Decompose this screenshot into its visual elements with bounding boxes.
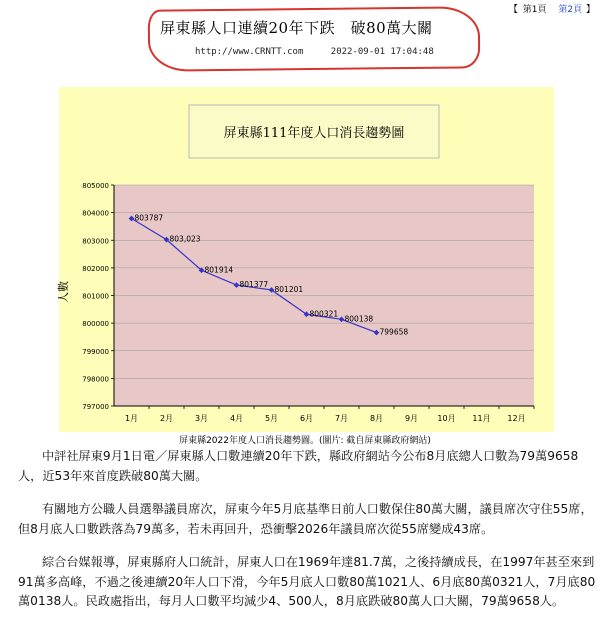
pager-open-bracket: 【 bbox=[508, 5, 518, 15]
y-tick-label: 799000 bbox=[82, 347, 109, 356]
chart-title: 屏東縣111年度人口消長趨勢圖 bbox=[223, 126, 405, 141]
x-tick-label: 10月 bbox=[437, 414, 456, 423]
data-label: 800321 bbox=[309, 309, 339, 319]
population-trend-chart bbox=[59, 87, 554, 432]
y-tick-label: 805000 bbox=[82, 182, 109, 190]
chart-svg bbox=[59, 87, 554, 432]
headline: 屏東縣人口連續20年下跌 破80萬大關 bbox=[160, 19, 433, 37]
x-tick-label: 11月 bbox=[472, 414, 491, 423]
article-meta bbox=[195, 47, 434, 57]
x-tick-label: 7月 bbox=[334, 414, 349, 423]
paragraph-3: 綜合台媒報導，屏東縣府人口統計，屏東人口在1969年達81.7萬，之後持續成長，在1997年甚至來到91萬多高峰，不過之後連續20年人口下滑，今年5月底人口數80萬1021人、6月底80萬0321人，7月底80萬0138人。民政處指出，每月人口數平均減少4、500人，8月底跌破80萬人口大關，79萬9658人。 bbox=[18, 555, 596, 608]
page-navigation bbox=[508, 2, 596, 15]
data-label: 799658 bbox=[379, 327, 409, 337]
x-tick-label: 8月 bbox=[369, 414, 384, 423]
pager-close-bracket: 】 bbox=[585, 5, 595, 15]
data-label: 803,023 bbox=[169, 234, 201, 244]
x-tick-label: 12月 bbox=[507, 414, 526, 423]
data-label: 800138 bbox=[344, 314, 374, 324]
y-tick-label: 800000 bbox=[82, 320, 109, 329]
plot-area bbox=[82, 182, 534, 423]
data-label: 801914 bbox=[204, 265, 234, 275]
publish-date: 2022-09-01 17:04:48 bbox=[330, 47, 434, 57]
paragraph-1: 中評社屏東9月1日電／屏東縣人口數連續20年下跌，縣政府網站今公布8月底總人口數為79萬9658人，近53年來首度跌破80萬大關。 bbox=[18, 449, 579, 483]
y-tick-label: 801000 bbox=[82, 292, 109, 301]
x-tick-label: 6月 bbox=[299, 414, 314, 423]
source-url: http://www.CRNTT.com bbox=[195, 47, 304, 57]
data-label: 801377 bbox=[239, 280, 269, 290]
y-tick-label: 798000 bbox=[82, 375, 109, 384]
y-tick-label: 803000 bbox=[82, 237, 109, 246]
x-tick-label: 3月 bbox=[194, 414, 209, 423]
y-tick-label: 802000 bbox=[82, 264, 109, 273]
y-tick-label: 797000 bbox=[82, 403, 109, 411]
y-tick-label: 804000 bbox=[82, 209, 109, 218]
figure-caption: 屏東縣2022年度人口消長趨勢圖。(圖片: 截自屏東縣政府網站) bbox=[179, 436, 431, 446]
page-2-link[interactable]: 第2頁 bbox=[558, 5, 583, 15]
x-tick-label: 1月 bbox=[124, 414, 139, 423]
data-label: 803787 bbox=[134, 213, 164, 223]
page-1-link[interactable]: 第1頁 bbox=[522, 5, 547, 15]
x-tick-label: 4月 bbox=[229, 414, 244, 423]
data-label: 801201 bbox=[274, 284, 304, 294]
y-axis-label: 人數 bbox=[57, 281, 70, 303]
paragraph-2: 有關地方公職人員選舉議員席次，屏東今年5月底基準日前人口數保住80萬大關，議員席次守住55席，但8月底人口數跌落為79萬多，若未再回升，恐衝擊2026年議員席次從55席變成43席。 bbox=[18, 502, 593, 536]
x-tick-label: 5月 bbox=[264, 414, 279, 423]
x-tick-label: 9月 bbox=[404, 414, 419, 423]
article-body bbox=[18, 447, 596, 626]
x-tick-label: 2月 bbox=[159, 414, 174, 423]
